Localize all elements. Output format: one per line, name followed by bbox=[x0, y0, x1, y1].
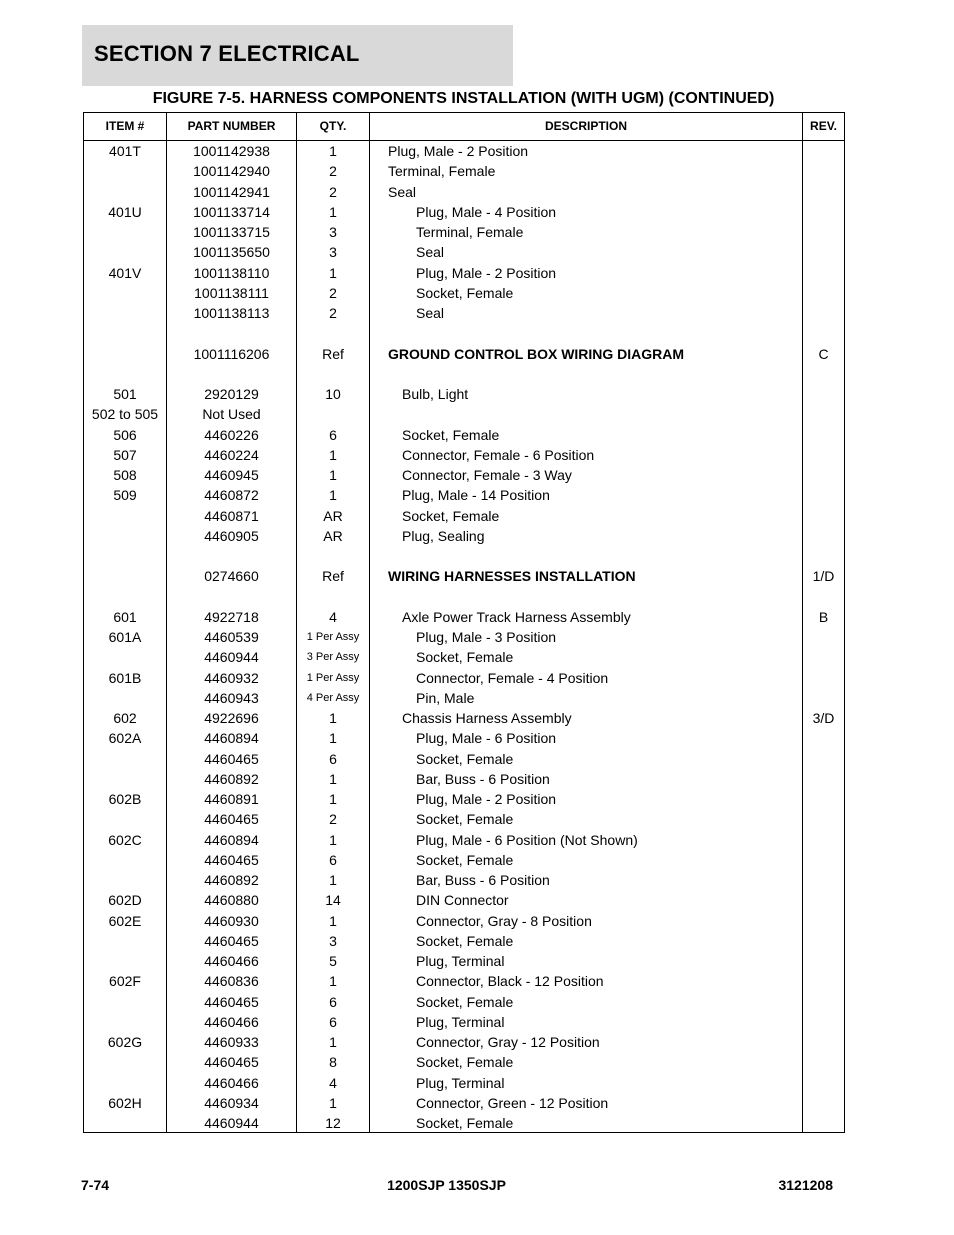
item-number: 602F bbox=[109, 973, 141, 990]
quantity: 1 bbox=[329, 730, 337, 747]
table-row bbox=[84, 931, 844, 951]
part-number: 4460465 bbox=[204, 851, 259, 868]
description: Plug, Sealing bbox=[402, 527, 485, 544]
item-number: 501 bbox=[113, 386, 137, 402]
table-row bbox=[84, 364, 844, 384]
description: Plug, Male - 6 Position bbox=[416, 730, 557, 747]
description: Connector, Gray - 8 Position bbox=[416, 912, 592, 929]
table-row bbox=[84, 1012, 844, 1032]
description: Connector, Female - 3 Way bbox=[402, 467, 572, 483]
quantity: 1 bbox=[329, 770, 337, 787]
item-number: 602A bbox=[108, 730, 142, 747]
table-row bbox=[84, 789, 844, 809]
table-row bbox=[84, 992, 844, 1012]
table-row bbox=[84, 1052, 844, 1072]
table-row bbox=[84, 344, 844, 364]
quantity: 2 bbox=[329, 163, 337, 180]
quantity: 1 bbox=[329, 143, 337, 159]
table-row bbox=[84, 1032, 844, 1052]
part-number: 4460836 bbox=[204, 973, 259, 990]
model-numbers: 1200SJP 1350SJP bbox=[387, 1177, 506, 1193]
quantity: 1 bbox=[329, 203, 337, 220]
description: Socket, Female bbox=[416, 993, 514, 1010]
quantity: 1 bbox=[329, 791, 337, 807]
quantity: 1 bbox=[329, 487, 337, 504]
part-number: 2920129 bbox=[204, 386, 259, 402]
part-number: 4460539 bbox=[204, 629, 259, 645]
quantity: 10 bbox=[325, 386, 341, 402]
description: Connector, Female - 6 Position bbox=[402, 446, 595, 463]
part-number: 1001142940 bbox=[193, 163, 270, 180]
description: Bar, Buss - 6 Position bbox=[416, 872, 550, 888]
table-row bbox=[84, 425, 844, 445]
description: Connector, Gray - 12 Position bbox=[416, 1034, 600, 1050]
section-title: SECTION 7 ELECTRICAL bbox=[94, 41, 360, 66]
quantity: 3 bbox=[329, 932, 337, 949]
table-row bbox=[84, 668, 844, 688]
description: Socket, Female bbox=[416, 811, 514, 828]
part-number: 4460892 bbox=[204, 770, 259, 787]
table-header bbox=[84, 113, 844, 141]
part-number: 1001116206 bbox=[193, 345, 270, 362]
description: WIRING HARNESSES INSTALLATION bbox=[388, 568, 636, 585]
part-number: 4460872 bbox=[204, 487, 259, 504]
quantity: 1 bbox=[329, 1094, 337, 1111]
quantity: 1 Per Assy bbox=[306, 631, 360, 643]
quantity: Ref bbox=[322, 345, 344, 362]
header-qty: QTY. bbox=[319, 119, 347, 133]
part-number: 4460465 bbox=[204, 1054, 259, 1071]
table-row bbox=[84, 566, 844, 586]
quantity: 3 bbox=[329, 244, 337, 261]
description: Socket, Female bbox=[416, 750, 514, 767]
table-row bbox=[84, 506, 844, 526]
part-number: 4460892 bbox=[204, 872, 259, 888]
part-number: 4460465 bbox=[204, 993, 259, 1010]
part-number: 4460944 bbox=[204, 649, 259, 666]
quantity: 1 bbox=[329, 973, 337, 990]
table-row bbox=[84, 384, 844, 404]
table-row bbox=[84, 141, 844, 161]
part-number: 4460905 bbox=[204, 527, 259, 544]
table-row bbox=[84, 182, 844, 202]
figure-title: FIGURE 7-5. HARNESS COMPONENTS INSTALLATION (WITH UGM) (CONTINUED) bbox=[152, 90, 775, 107]
table-row bbox=[84, 222, 844, 242]
header-part-number: PART NUMBER bbox=[187, 119, 276, 133]
quantity: 1 bbox=[329, 1034, 337, 1050]
description: Socket, Female bbox=[402, 507, 500, 524]
part-number: 1001142938 bbox=[193, 143, 270, 159]
table-row bbox=[84, 688, 844, 708]
table-row bbox=[84, 749, 844, 769]
description: Socket, Female bbox=[402, 426, 500, 443]
description: Socket, Female bbox=[416, 649, 514, 666]
part-number: 4460465 bbox=[204, 811, 259, 828]
item-number: 602B bbox=[108, 791, 142, 807]
quantity: 6 bbox=[329, 1013, 337, 1030]
quantity: 2 bbox=[329, 284, 337, 301]
quantity: 14 bbox=[325, 892, 341, 909]
description: Plug, Male - 2 Position bbox=[388, 143, 529, 159]
quantity: 1 bbox=[329, 446, 337, 463]
revision: C bbox=[818, 345, 829, 362]
part-number: 4922718 bbox=[204, 608, 259, 625]
description: Socket, Female bbox=[416, 1054, 514, 1071]
table-row bbox=[84, 890, 844, 910]
table-row bbox=[84, 323, 844, 343]
part-number: Not Used bbox=[202, 406, 261, 423]
quantity: 1 bbox=[329, 912, 337, 929]
part-number: 4460932 bbox=[204, 669, 259, 686]
table-row bbox=[84, 769, 844, 789]
table-row bbox=[84, 607, 844, 627]
part-number: 4460465 bbox=[204, 750, 259, 767]
quantity: Ref bbox=[322, 568, 344, 585]
item-number: 602C bbox=[108, 831, 142, 848]
description: Plug, Male - 2 Position bbox=[416, 264, 557, 281]
quantity: 6 bbox=[329, 851, 337, 868]
description: Terminal, Female bbox=[388, 163, 496, 180]
part-number: 4460224 bbox=[204, 446, 259, 463]
description: Bar, Buss - 6 Position bbox=[416, 770, 550, 787]
part-number: 4460466 bbox=[204, 1074, 259, 1091]
item-number: 602D bbox=[108, 892, 142, 909]
part-number: 4460945 bbox=[204, 467, 259, 483]
item-number: 601 bbox=[113, 608, 137, 625]
table-row bbox=[84, 546, 844, 566]
description: Plug, Terminal bbox=[416, 1074, 505, 1091]
description: Pin, Male bbox=[416, 689, 475, 706]
table-row bbox=[84, 971, 844, 991]
quantity: 3 bbox=[329, 224, 337, 240]
table-row bbox=[84, 1093, 844, 1113]
part-number: 4460466 bbox=[204, 1013, 259, 1030]
part-number: 1001133715 bbox=[193, 224, 270, 240]
table-row bbox=[84, 850, 844, 870]
part-number: 1001135650 bbox=[193, 244, 270, 261]
description: Connector, Green - 12 Position bbox=[416, 1094, 609, 1111]
description: Plug, Male - 2 Position bbox=[416, 791, 557, 807]
description: Seal bbox=[388, 183, 417, 200]
description: Plug, Terminal bbox=[416, 1013, 505, 1030]
description: Connector, Female - 4 Position bbox=[416, 669, 609, 686]
quantity: 1 bbox=[329, 710, 337, 726]
description: Socket, Female bbox=[416, 1115, 514, 1131]
description: Terminal, Female bbox=[416, 224, 524, 240]
item-number: 602 bbox=[113, 710, 137, 726]
part-number: 1001138110 bbox=[193, 264, 270, 281]
header-description: DESCRIPTION bbox=[544, 119, 627, 133]
table-row bbox=[84, 445, 844, 465]
item-number: 401T bbox=[109, 143, 141, 159]
description: Plug, Male - 6 Position (Not Shown) bbox=[416, 831, 638, 848]
table-row bbox=[84, 283, 844, 303]
table-row bbox=[84, 728, 844, 748]
quantity: 1 bbox=[329, 831, 337, 848]
part-number: 4460943 bbox=[204, 689, 259, 706]
table-row bbox=[84, 263, 844, 283]
description: Seal bbox=[416, 305, 445, 321]
part-number: 4460934 bbox=[204, 1094, 259, 1111]
table-body bbox=[84, 141, 844, 1133]
description: Axle Power Track Harness Assembly bbox=[402, 608, 631, 625]
table-row bbox=[84, 951, 844, 971]
table-row bbox=[84, 627, 844, 647]
item-number: 602G bbox=[107, 1034, 143, 1050]
part-number: 4460891 bbox=[204, 791, 259, 807]
part-number: 4460466 bbox=[204, 953, 259, 969]
item-number: 601B bbox=[108, 669, 142, 686]
item-number: 602H bbox=[108, 1094, 142, 1111]
description: Plug, Male - 3 Position bbox=[416, 629, 557, 645]
header-item: ITEM # bbox=[105, 119, 145, 133]
quantity: 5 bbox=[329, 953, 337, 969]
table-row bbox=[84, 809, 844, 829]
table-row bbox=[84, 708, 844, 728]
quantity: 2 bbox=[329, 183, 337, 200]
part-number: 4460894 bbox=[204, 831, 259, 848]
description: Plug, Male - 4 Position bbox=[416, 203, 557, 220]
part-number: 1001142941 bbox=[193, 183, 270, 200]
item-number: 401U bbox=[108, 203, 142, 220]
quantity: 3 Per Assy bbox=[306, 651, 360, 664]
item-number: 508 bbox=[113, 467, 137, 483]
table-row bbox=[84, 485, 844, 505]
part-number: 1001138111 bbox=[194, 284, 269, 301]
description: DIN Connector bbox=[416, 892, 509, 909]
quantity: 4 bbox=[329, 608, 337, 625]
quantity: 2 bbox=[329, 305, 337, 321]
part-number: 0274660 bbox=[204, 568, 259, 585]
table-row bbox=[84, 242, 844, 262]
description: GROUND CONTROL BOX WIRING DIAGRAM bbox=[388, 345, 685, 362]
revision: B bbox=[818, 608, 829, 625]
part-number: 4460465 bbox=[204, 932, 259, 949]
quantity: 2 bbox=[329, 811, 337, 828]
quantity: 1 bbox=[329, 467, 337, 483]
description: Socket, Female bbox=[416, 851, 514, 868]
revision: 1/D bbox=[812, 568, 835, 585]
item-number: 509 bbox=[113, 487, 137, 504]
quantity: 1 bbox=[329, 264, 337, 281]
table-row bbox=[84, 202, 844, 222]
table-row bbox=[84, 161, 844, 181]
quantity: 4 bbox=[329, 1074, 337, 1091]
table-row bbox=[84, 587, 844, 607]
description: Chassis Harness Assembly bbox=[402, 710, 572, 726]
item-number: 601A bbox=[108, 629, 142, 645]
part-number: 1001133714 bbox=[193, 203, 270, 220]
table-row bbox=[84, 1073, 844, 1093]
table-row bbox=[84, 870, 844, 890]
item-number: 506 bbox=[113, 426, 137, 443]
part-number: 4460880 bbox=[204, 892, 259, 909]
quantity: 1 bbox=[329, 872, 337, 888]
item-number: 401V bbox=[108, 264, 142, 281]
table-row bbox=[84, 404, 844, 424]
description: Seal bbox=[416, 244, 445, 261]
part-number: 4922696 bbox=[204, 710, 259, 726]
part-number: 4460930 bbox=[204, 912, 259, 929]
part-number: 4460933 bbox=[204, 1034, 259, 1050]
quantity: 4 Per Assy bbox=[306, 691, 360, 704]
table-row bbox=[84, 647, 844, 667]
table-row bbox=[84, 465, 844, 485]
page-number: 7-74 bbox=[81, 1177, 110, 1193]
quantity: 6 bbox=[329, 426, 337, 443]
table-row bbox=[84, 911, 844, 931]
table-row bbox=[84, 303, 844, 323]
description: Connector, Black - 12 Position bbox=[416, 973, 604, 990]
quantity: 6 bbox=[329, 750, 337, 767]
description: Socket, Female bbox=[416, 284, 514, 301]
item-number: 502 to 505 bbox=[91, 406, 159, 423]
quantity: 8 bbox=[329, 1054, 337, 1071]
description: Bulb, Light bbox=[402, 386, 469, 402]
table-row bbox=[84, 830, 844, 850]
quantity: 12 bbox=[325, 1115, 341, 1131]
item-number: 602E bbox=[108, 912, 142, 929]
table-row bbox=[84, 526, 844, 546]
part-number: 4460226 bbox=[204, 426, 259, 443]
part-number: 4460871 bbox=[204, 507, 259, 524]
part-number: 4460944 bbox=[204, 1115, 259, 1131]
table-row bbox=[84, 1113, 844, 1133]
item-number: 507 bbox=[113, 446, 137, 463]
part-number: 1001138113 bbox=[193, 305, 270, 321]
revision: 3/D bbox=[812, 710, 835, 726]
quantity: AR bbox=[323, 507, 343, 524]
quantity: AR bbox=[323, 527, 343, 544]
description: Socket, Female bbox=[416, 932, 514, 949]
document-number: 3121208 bbox=[778, 1177, 833, 1193]
description: Plug, Male - 14 Position bbox=[402, 487, 550, 504]
header-rev: REV. bbox=[810, 119, 837, 133]
description: Plug, Terminal bbox=[416, 953, 505, 969]
parts-table bbox=[83, 112, 845, 1133]
quantity: 6 bbox=[329, 993, 337, 1010]
part-number: 4460894 bbox=[204, 730, 259, 747]
quantity: 1 Per Assy bbox=[306, 671, 360, 684]
